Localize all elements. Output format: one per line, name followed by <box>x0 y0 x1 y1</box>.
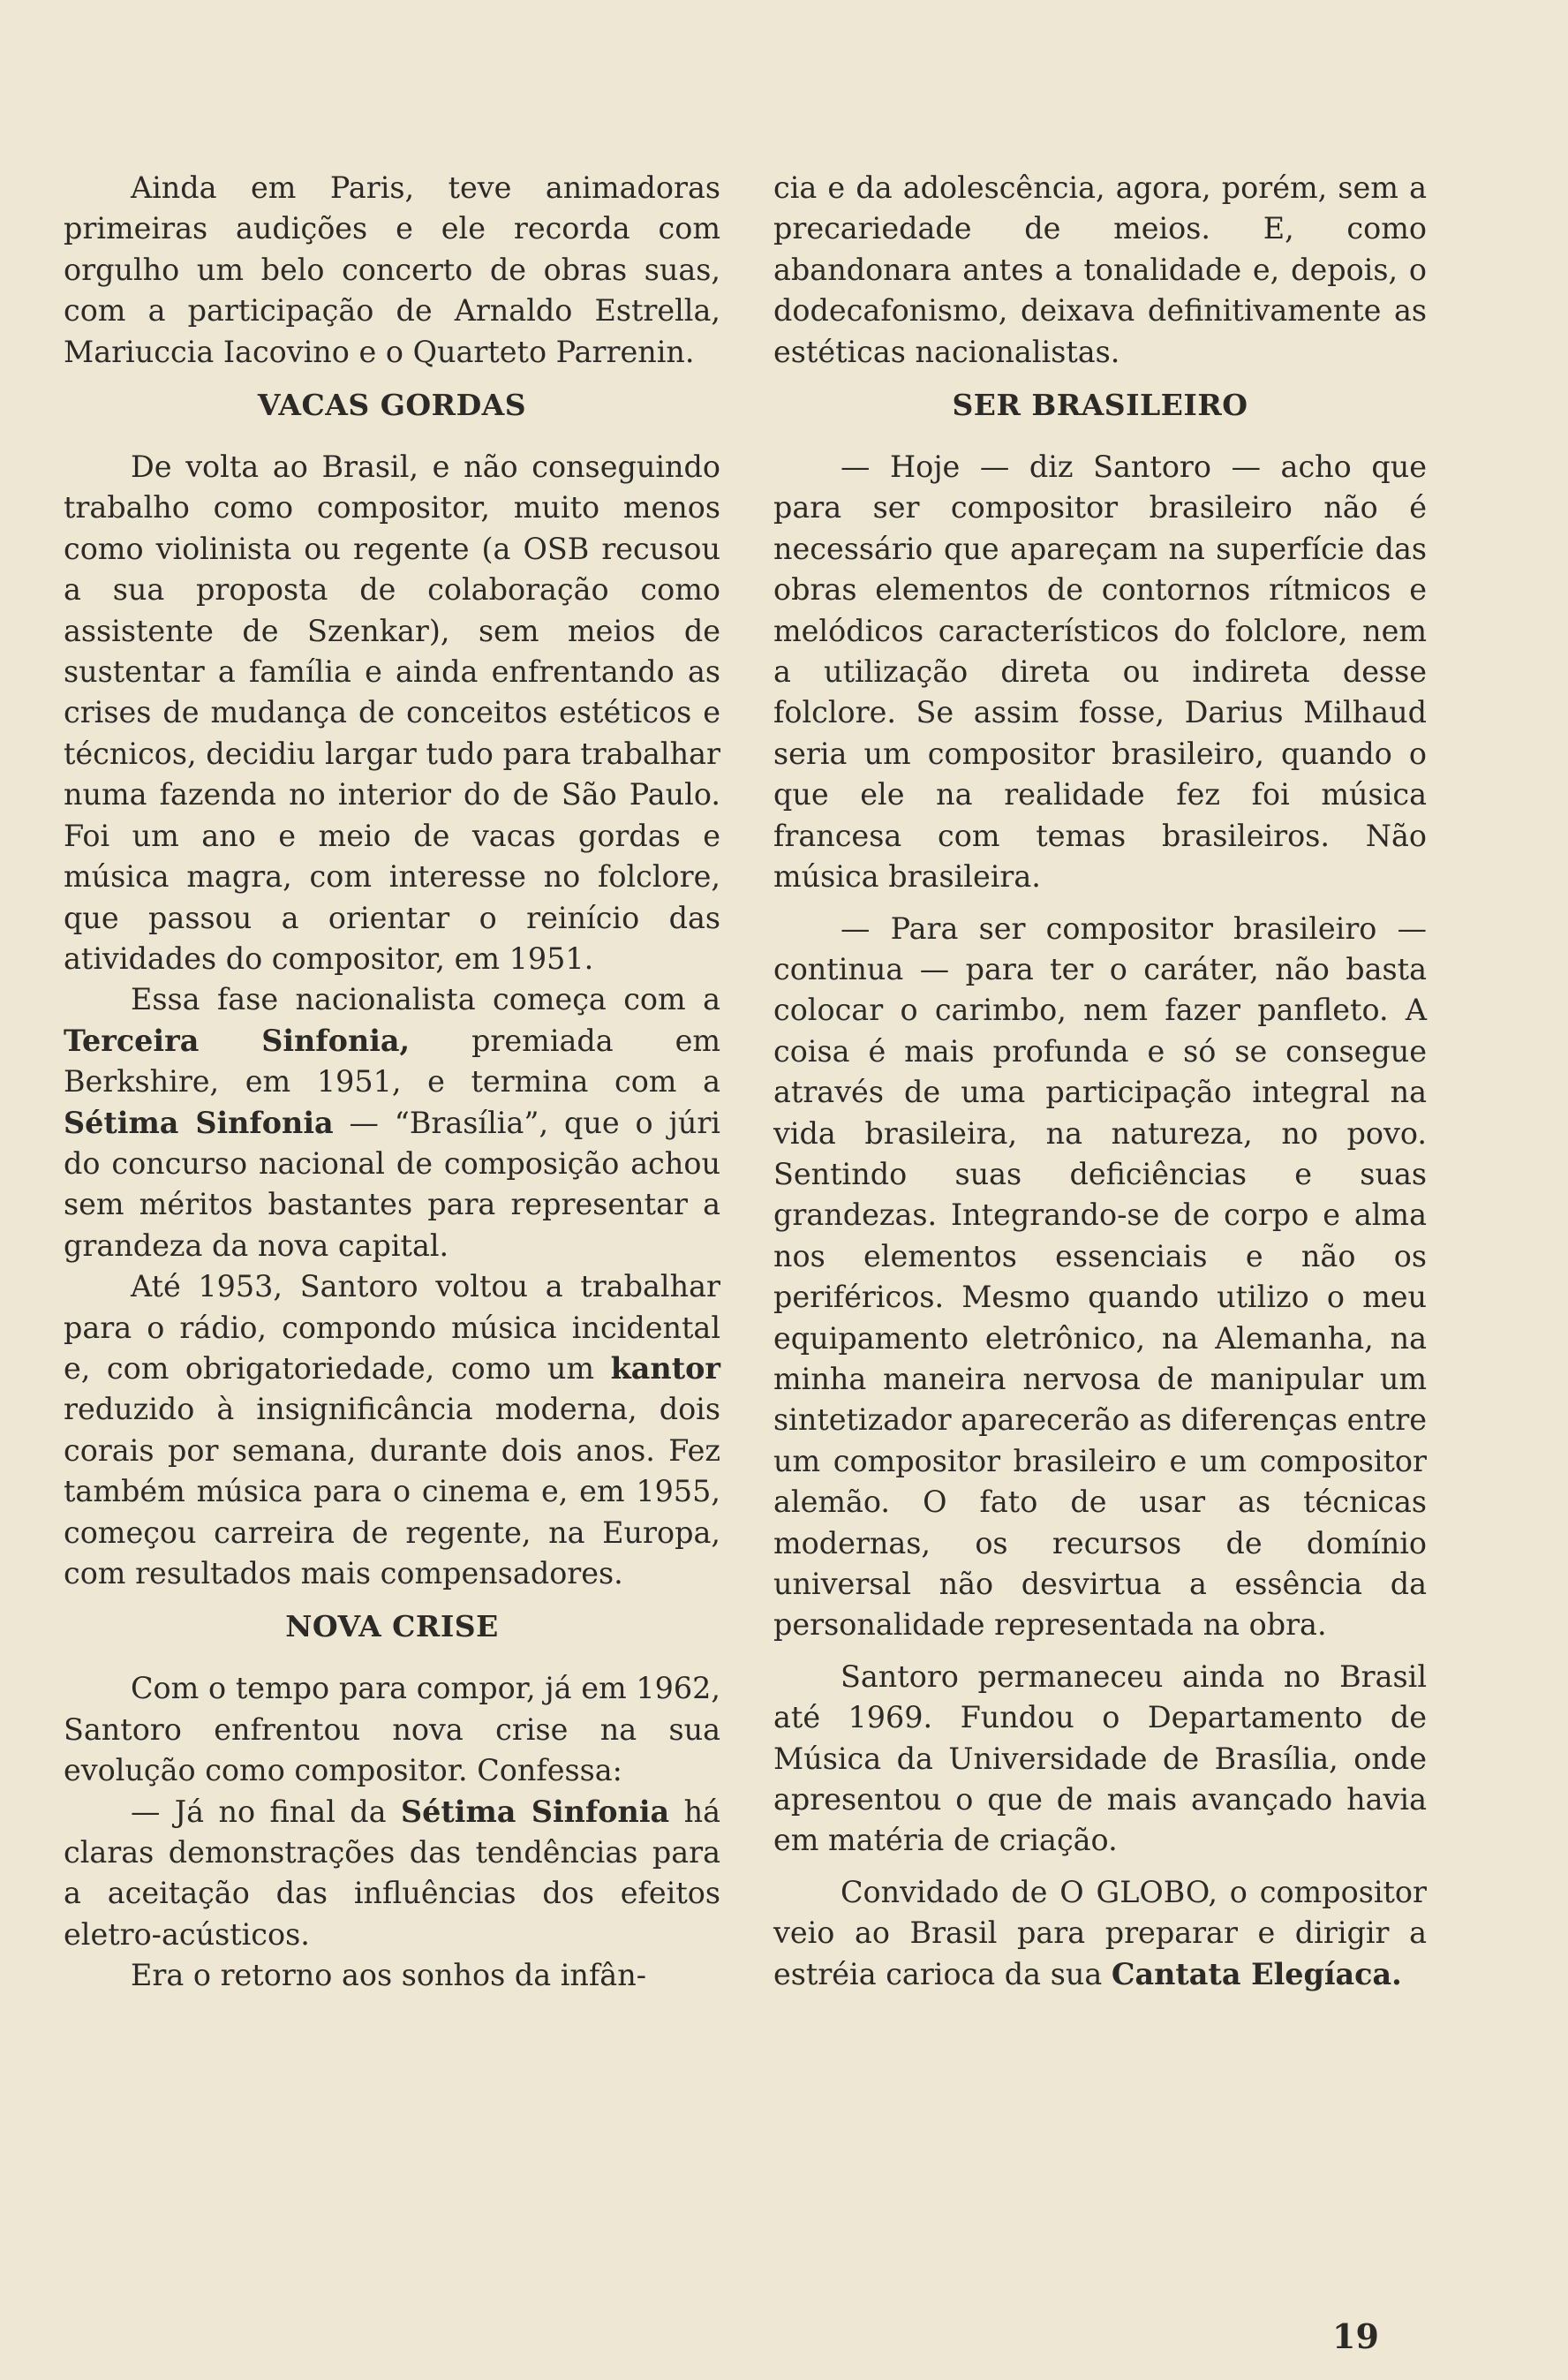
text-span: Convidado de O GLOBO, o compositor veio ao Brasil para preparar e dirigir a estréia carioca da sua <box>773 1874 1427 1991</box>
text-span: Essa fase nacionalista começa com a <box>131 982 720 1017</box>
work-title-setima-sinfonia: Sétima Sinfonia <box>64 1105 334 1140</box>
work-title-setima-sinfonia: Sétima Sinfonia <box>400 1794 670 1829</box>
subheading-vacas-gordas: VACAS GORDAS <box>257 388 527 423</box>
text-span: — “Brasília”, que o júri do concurso nacional de composição achou sem méritos bastantes para representar a grandeza da nova capital. <box>64 1105 720 1263</box>
paragraph-fase-nacionalista <box>64 979 720 1266</box>
left-column <box>64 168 720 1997</box>
page-number: 19 <box>1332 2316 1379 2356</box>
paragraph-continuation: cia e da adolescência, agora, porém, sem a precariedade de meios. E, como abandonara antes a tonalidade e, depois, o dodecafonismo, deixava definitivamente as estéticas nacionalistas. <box>773 170 1427 369</box>
paragraph-tempo-compor: Com o tempo para compor, já em 1962, Santoro enfrentou nova crise na sua evolução como compositor. Confessa: <box>64 1671 720 1788</box>
right-column <box>773 168 1427 1995</box>
paragraph-quote-compositor: — Para ser compositor brasileiro — continua — para ter o caráter, não basta colocar o carimbo, nem fazer panfleto. A coisa é mais profunda e só se consegue através de uma participação integral na vida brasileira, na natureza, no povo. Sentindo suas deficiências e suas grandezas. Integrando-se de corpo e alma nos elementos essenciais e não os periféricos. Mesmo quando utilizo o meu equipamento eletrônico, na Alemanha, na minha maneira nervosa de manipular um sintetizador aparecerão as diferenças entre um compositor brasileiro e um compositor alemão. O fato de usar as técnicas modernas, os recursos de domínio universal não desvirtua a essência da personalidade representada na obra. <box>773 910 1427 1643</box>
text-span: há claras demonstrações das tendências para a aceitação das influências dos efeitos eletro-acústicos. <box>64 1794 720 1952</box>
paragraph-quote-setima <box>64 1792 720 1956</box>
paragraph-convidado <box>773 1872 1427 1995</box>
work-title-cantata-elegiaca: Cantata Elegíaca. <box>1111 1956 1402 1991</box>
work-title-terceira-sinfonia: Terceira Sinfonia, <box>64 1023 411 1058</box>
text-span: — Já no final da <box>131 1794 387 1829</box>
text-span: Até 1953, Santoro voltou a trabalhar para o rádio, compondo música incidental e, com obrigatoriedade, como um <box>64 1269 720 1386</box>
subheading-ser-brasileiro: SER BRASILEIRO <box>952 388 1248 423</box>
paragraph-permaneceu: Santoro permaneceu ainda no Brasil até 1969. Fundou o Departamento de Música da Universidade de Brasília, onde apresentou o que de mais avançado havia em matéria de criação. <box>773 1658 1427 1858</box>
paragraph-paris: Ainda em Paris, teve animadoras primeiras audições e ele recorda com orgulho um belo concerto de obras suas, com a participação de Arnaldo Estrella, Mariuccia Iacovino e o Quarteto Parrenin. <box>64 170 720 369</box>
term-kantor: kantor <box>610 1350 720 1386</box>
text-span: reduzido à insignificância moderna, dois corais por semana, durante dois anos. Fez também música para o cinema e, em 1955, começou carreira de regente, na Europa, com resultados mais compensadores. <box>64 1392 720 1590</box>
paragraph-quote-hoje: — Hoje — diz Santoro — acho que para ser compositor brasileiro não é necessário que apareçam na superfície das obras elementos de contornos rítmicos e melódicos característicos do folclore, nem a utilização direta ou indireta desse folclore. Se assim fosse, Darius Milhaud seria um compositor brasileiro, quando o que ele na realidade fez foi música francesa com temas brasileiros. Não música brasileira. <box>773 450 1427 895</box>
text-span: premiada em Berkshire, em 1951, e termina com a <box>64 1023 720 1099</box>
paragraph-volta-brasil: De volta ao Brasil, e não conseguindo trabalho como compositor, muito menos como violinista ou regente (a OSB recusou a sua proposta de colaboração como assistente de Szenkar), sem meios de sustentar a família e ainda enfrentando as crises de mudança de conceitos estéticos e técnicos, decidiu largar tudo para trabalhar numa fazenda no interior do de São Paulo. Foi um ano e meio de vacas gordas e música magra, com interesse no folclore, que passou a orientar o reinício das atividades do compositor, em 1951. <box>64 450 720 976</box>
paragraph-retorno: Era o retorno aos sonhos da infân- <box>131 1958 646 1993</box>
paragraph-radio <box>64 1266 720 1594</box>
subheading-nova-crise: NOVA CRISE <box>285 1609 499 1644</box>
